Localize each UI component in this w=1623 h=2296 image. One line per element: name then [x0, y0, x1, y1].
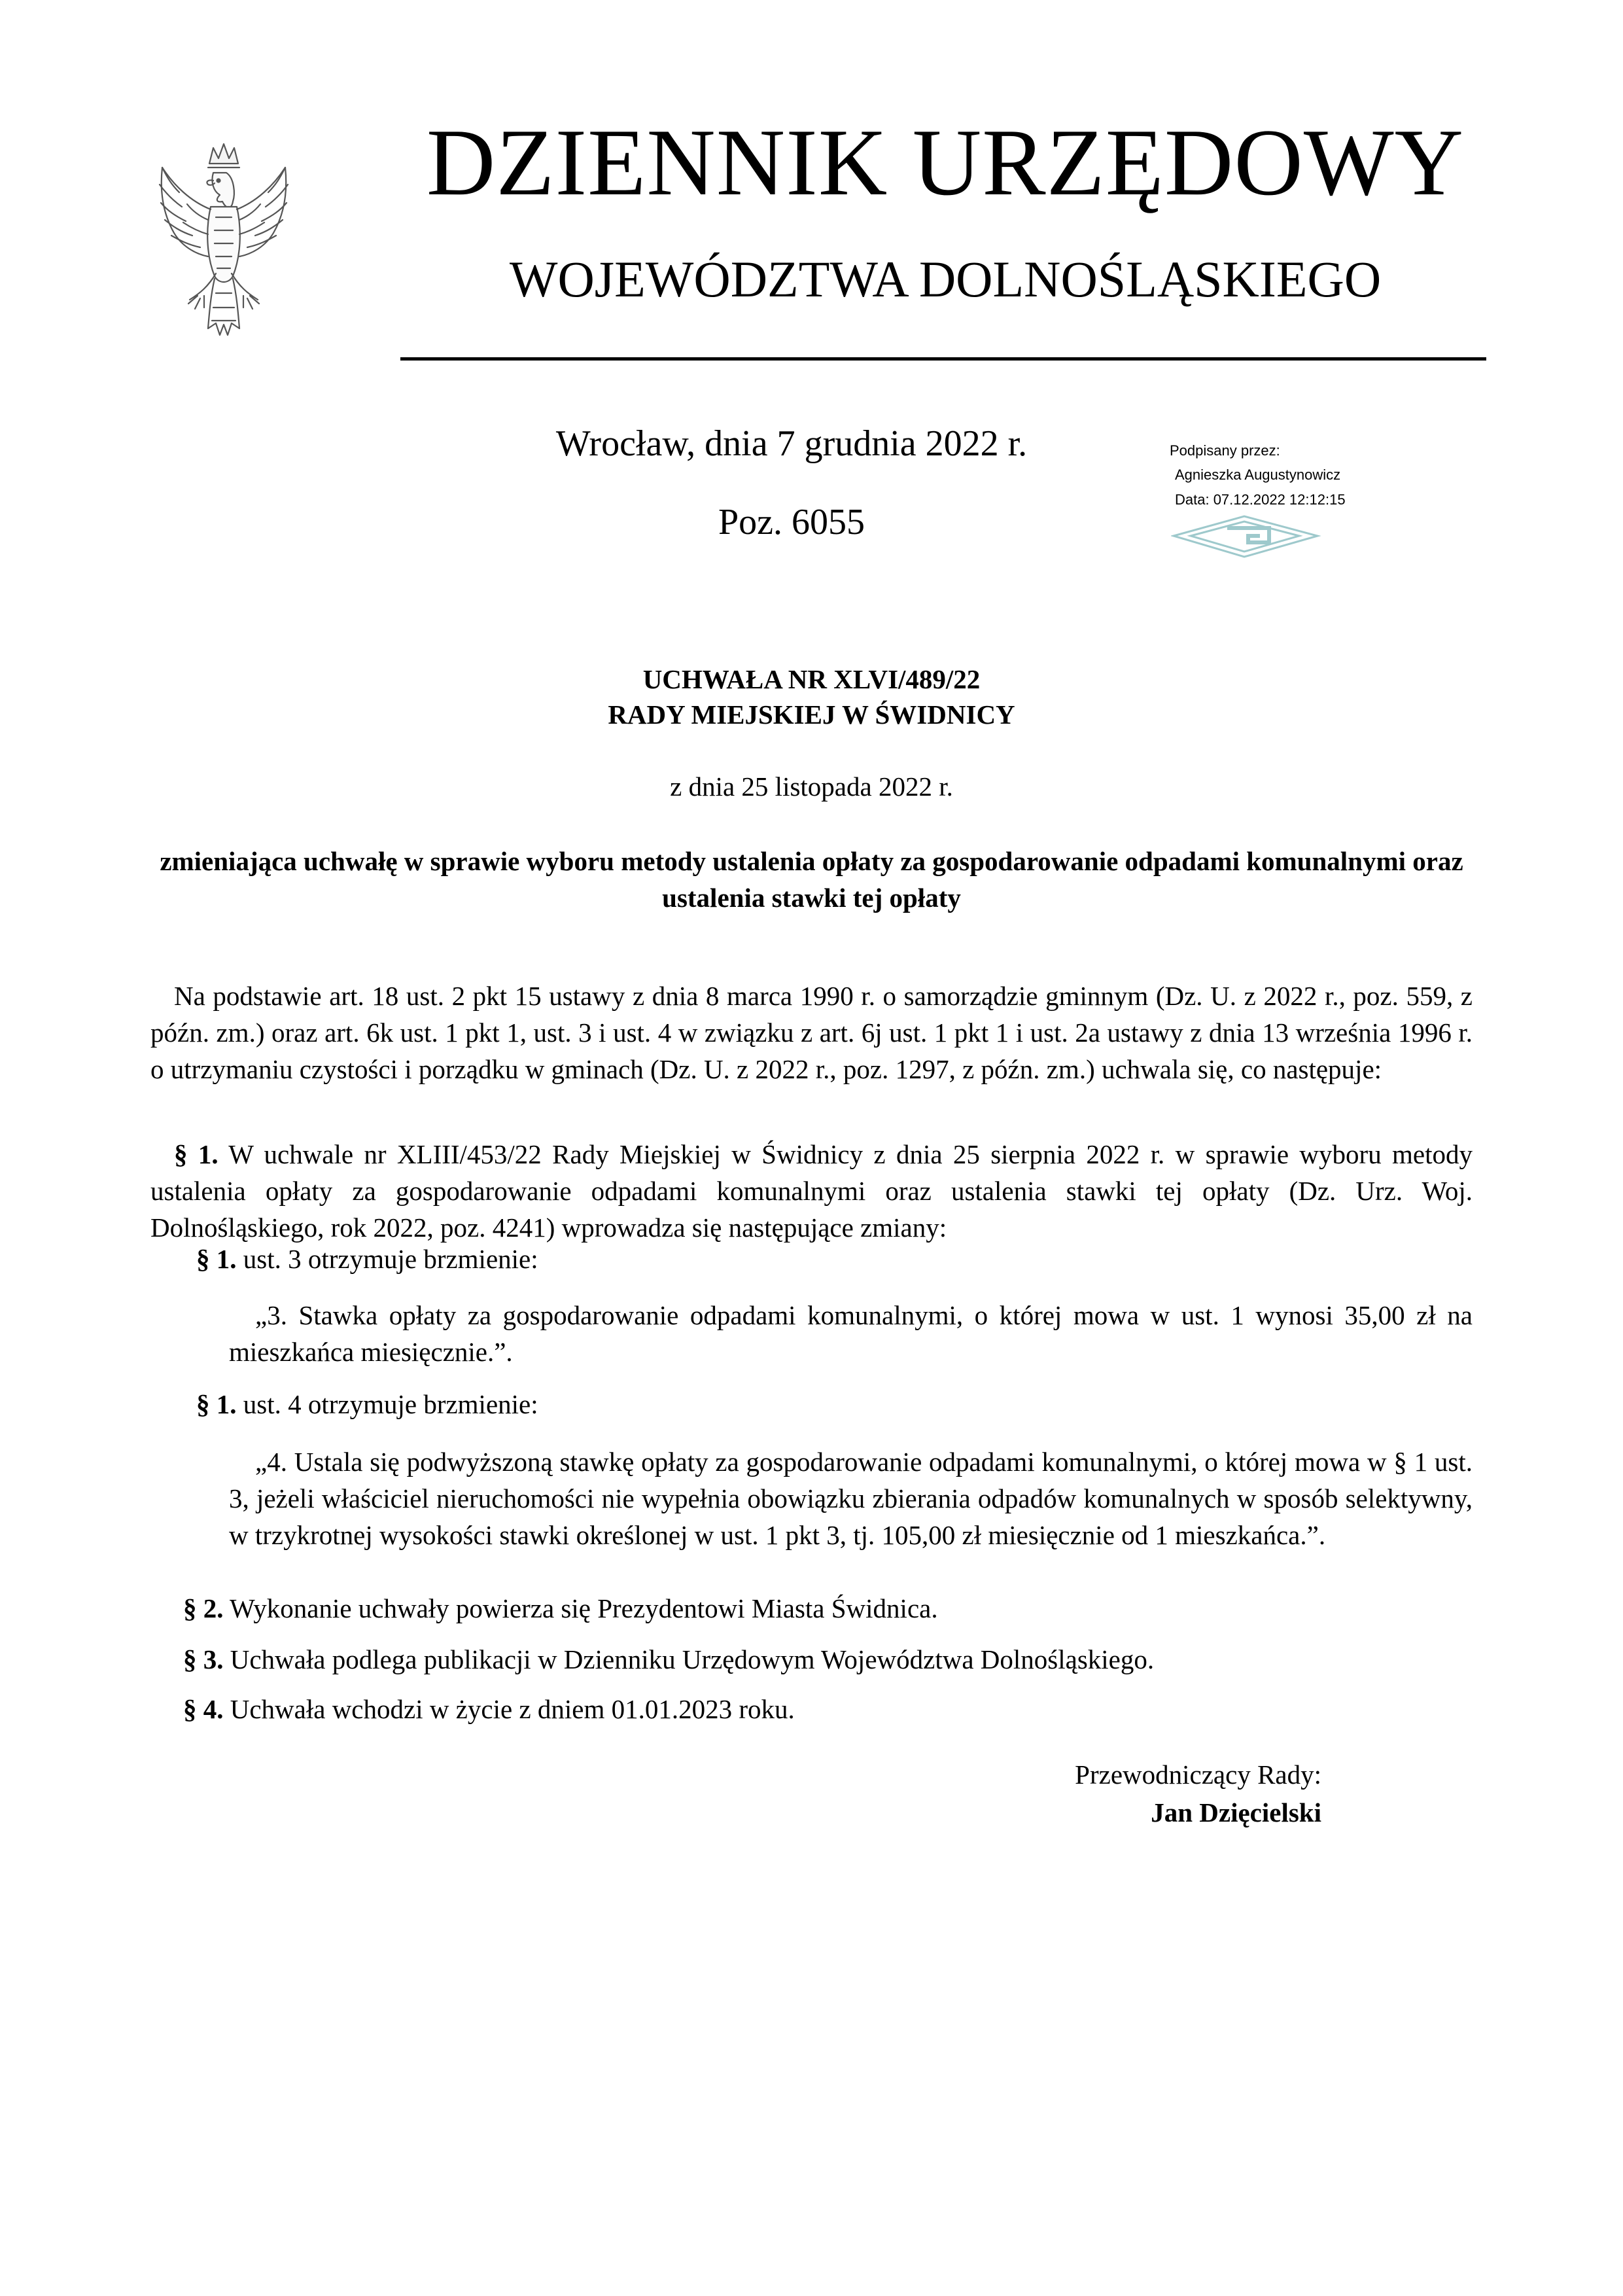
- chair-name: Jan Dzięcielski: [1151, 1797, 1321, 1828]
- masthead-divider: [400, 357, 1486, 361]
- paragraph-3: [183, 1641, 1473, 1678]
- paragraph-1: [150, 1136, 1473, 1246]
- signature-date: Data: 07.12.2022 12:12:15: [1175, 491, 1346, 508]
- paragraph-2: [183, 1590, 1473, 1627]
- resolution-issuer: RADY MIEJSKIEJ W ŚWIDNICY: [608, 699, 1015, 730]
- paragraph-4-text: Uchwała wchodzi w życie z dniem 01.01.2023 roku.: [230, 1694, 795, 1724]
- amendment-2-quote: „4. Ustala się podwyższoną stawkę opłaty za gospodarowanie odpadami komunalnymi, o której mowa w § 1 ust. 3, jeżeli właściciel nieruchomości nie wypełnia obowiązku zbierania odpadów komunalnych w sposób selektywny, w trzykrotnej wysokości stawki określonej w ust. 1 pkt 3, tj. 105,00 zł miesięcznie od 1 mieszkańca.”.: [229, 1447, 1473, 1550]
- publication-place-date: Wrocław, dnia 7 grudnia 2022 r.: [555, 423, 1028, 464]
- resolution-date: z dnia 25 listopada 2022 r.: [670, 771, 953, 802]
- paragraph-3-text: Uchwała podlega publikacji w Dzienniku Urzędowym Województwa Dolnośląskiego.: [230, 1644, 1155, 1674]
- resolution-number: UCHWAŁA NR XLVI/489/22: [642, 664, 981, 694]
- amendment-1-label: § 1.: [196, 1244, 237, 1274]
- amendment-1: [196, 1241, 1473, 1277]
- signature-label: Podpisany przez:: [1170, 442, 1280, 459]
- paragraph-4: [183, 1691, 1473, 1727]
- paragraph-2-text: Wykonanie uchwały powierza się Prezydentowi Miasta Świdnica.: [230, 1593, 938, 1623]
- amendment-1-quote: „3. Stawka opłaty za gospodarowanie odpadami komunalnymi, o której mowa w ust. 1 wynosi 35,00 zł na mieszkańca miesięcznie.”.: [229, 1300, 1473, 1367]
- polish-eagle-emblem-icon: [145, 139, 302, 347]
- signature-validation-icon: [1171, 514, 1321, 559]
- masthead-subtitle: WOJEWÓDZTWA DOLNOŚLĄSKIEGO: [509, 251, 1382, 308]
- amendment-2-text: ust. 4 otrzymuje brzmienie:: [243, 1389, 538, 1419]
- paragraph-2-label: § 2.: [183, 1593, 224, 1623]
- position-number: Poz. 6055: [718, 502, 865, 542]
- amendment-1-text: ust. 3 otrzymuje brzmienie:: [243, 1244, 538, 1274]
- paragraph-1-text: W uchwale nr XLIII/453/22 Rady Miejskiej w Świdnicy z dnia 25 sierpnia 2022 r. w sprawie wyboru metody ustalenia opłaty za gospodarowanie odpadami komunalnymi oraz ustalenia stawki tej opłaty (Dz. Urz. Woj. Dolnośląskiego, rok 2022, poz. 4241) wprowadza się następujące zmiany:: [150, 1139, 1473, 1243]
- paragraph-1-label: § 1.: [174, 1139, 218, 1169]
- legal-basis-paragraph: Na podstawie art. 18 ust. 2 pkt 15 ustawy z dnia 8 marca 1990 r. o samorządzie gminnym (Dz. U. z 2022 r., poz. 559, z późn. zm.) oraz art. 6k ust. 1 pkt 1, ust. 3 i ust. 4 w związku z art. 6j ust. 1 pkt 1 i ust. 2a ustawy z dnia 13 września 1996 r. o utrzymaniu czystości i porządku w gminach (Dz. U. z 2022 r., poz. 1297, z późn. zm.) uchwala się, co następuje:: [150, 981, 1473, 1084]
- chair-role: Przewodniczący Rady:: [1075, 1759, 1321, 1790]
- resolution-subject: zmieniająca uchwałę w sprawie wyboru metody ustalenia opłaty za gospodarowanie odpadami komunalnymi oraz ustalenia stawki tej opłaty: [160, 846, 1463, 913]
- amendment-2: [196, 1386, 1473, 1422]
- amendment-2-label: § 1.: [196, 1389, 237, 1419]
- paragraph-4-label: § 4.: [183, 1694, 224, 1724]
- masthead-title: DZIENNIK URZĘDOWY: [426, 109, 1465, 215]
- signature-name: Agnieszka Augustynowicz: [1175, 467, 1341, 483]
- paragraph-3-label: § 3.: [183, 1644, 224, 1674]
